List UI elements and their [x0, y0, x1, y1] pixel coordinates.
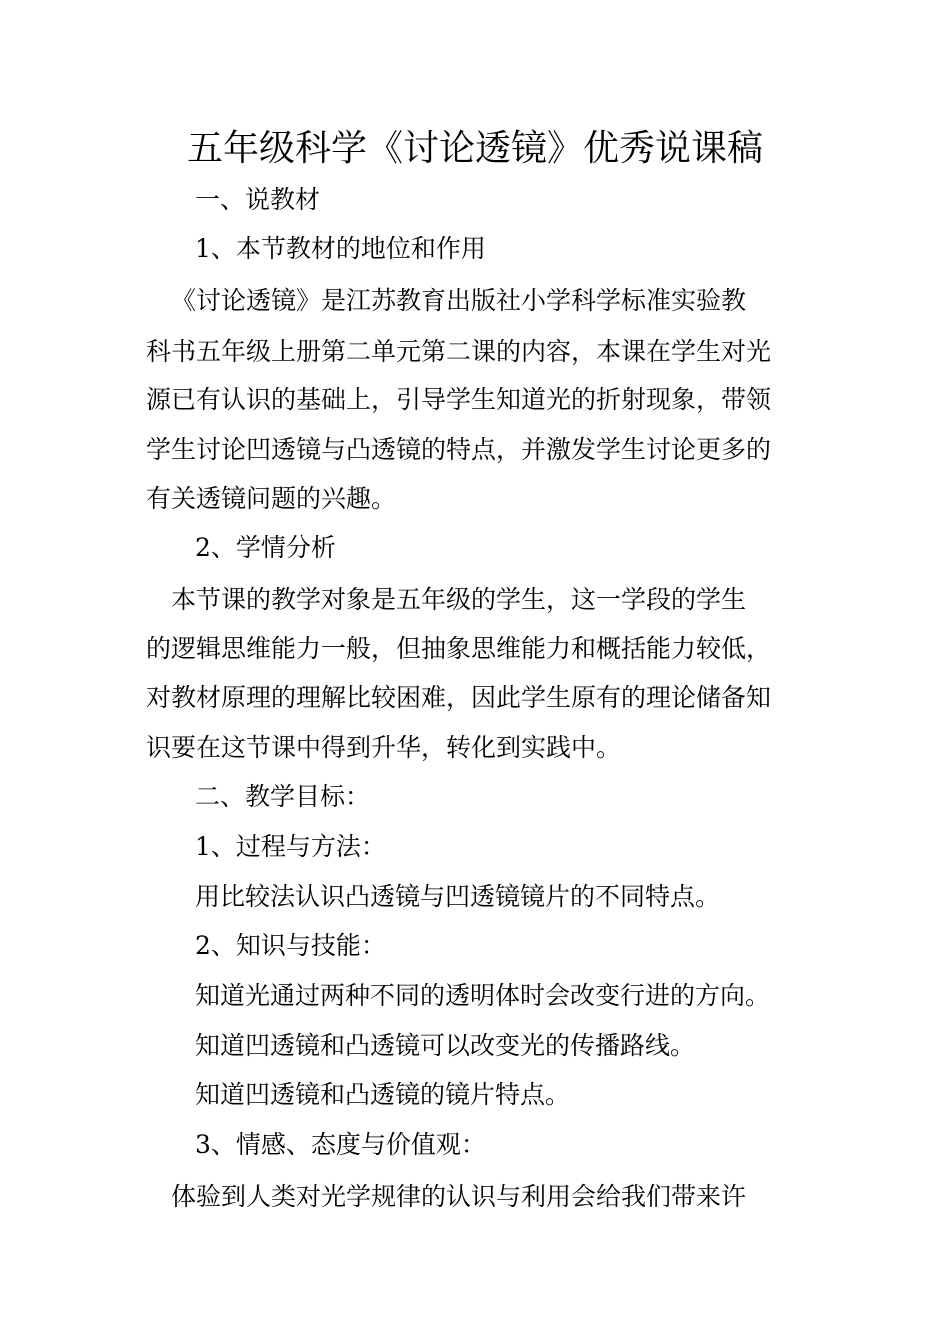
subheading-process-and-method: 1、过程与方法：: [195, 832, 386, 861]
paragraph-line: 对教材原理的理解比较困难，因此学生原有的理论储备知: [146, 683, 772, 712]
subheading-position-and-role: 1、本节教材的地位和作用: [195, 234, 486, 263]
paragraph-line: 有关透镜问题的兴趣。: [146, 484, 397, 513]
paragraph-line: 源已有认识的基础上，引导学生知道光的折射现象，带领: [146, 385, 772, 414]
subheading-student-analysis: 2、学情分析: [195, 533, 336, 562]
paragraph-line: 体验到人类对光学规律的认识与利用会给我们带来许: [171, 1182, 747, 1211]
paragraph-line: 知道光通过两种不同的透明体时会改变行进的方向。: [195, 981, 771, 1010]
section-heading-teaching-goals: 二、教学目标：: [195, 782, 371, 811]
paragraph-line: 用比较法认识凸透镜与凹透镜镜片的不同特点。: [195, 882, 721, 911]
document-title: 五年级科学《讨论透镜》优秀说课稿: [186, 128, 763, 169]
paragraph-line: 识要在这节课中得到升华，转化到实践中。: [146, 733, 622, 762]
paragraph-line: 知道凹透镜和凸透镜可以改变光的传播路线。: [195, 1031, 696, 1060]
paragraph-line: 《讨论透镜》是江苏教育出版社小学科学标准实验教: [171, 286, 747, 315]
subheading-emotion-attitude-values: 3、情感、态度与价值观：: [195, 1130, 486, 1159]
paragraph-line: 科书五年级上册第二单元第二课的内容，本课在学生对光: [146, 337, 772, 366]
section-heading-teaching-material: 一、说教材: [195, 185, 321, 214]
paragraph-line: 的逻辑思维能力一般，但抽象思维能力和概括能力较低，: [146, 634, 772, 663]
paragraph-line: 知道凹透镜和凸透镜的镜片特点。: [195, 1080, 571, 1109]
subheading-knowledge-and-skills: 2、知识与技能：: [195, 931, 386, 960]
paragraph-line: 学生讨论凹透镜与凸透镜的特点，并激发学生讨论更多的: [146, 435, 772, 464]
paragraph-line: 本节课的教学对象是五年级的学生，这一学段的学生: [171, 585, 747, 614]
